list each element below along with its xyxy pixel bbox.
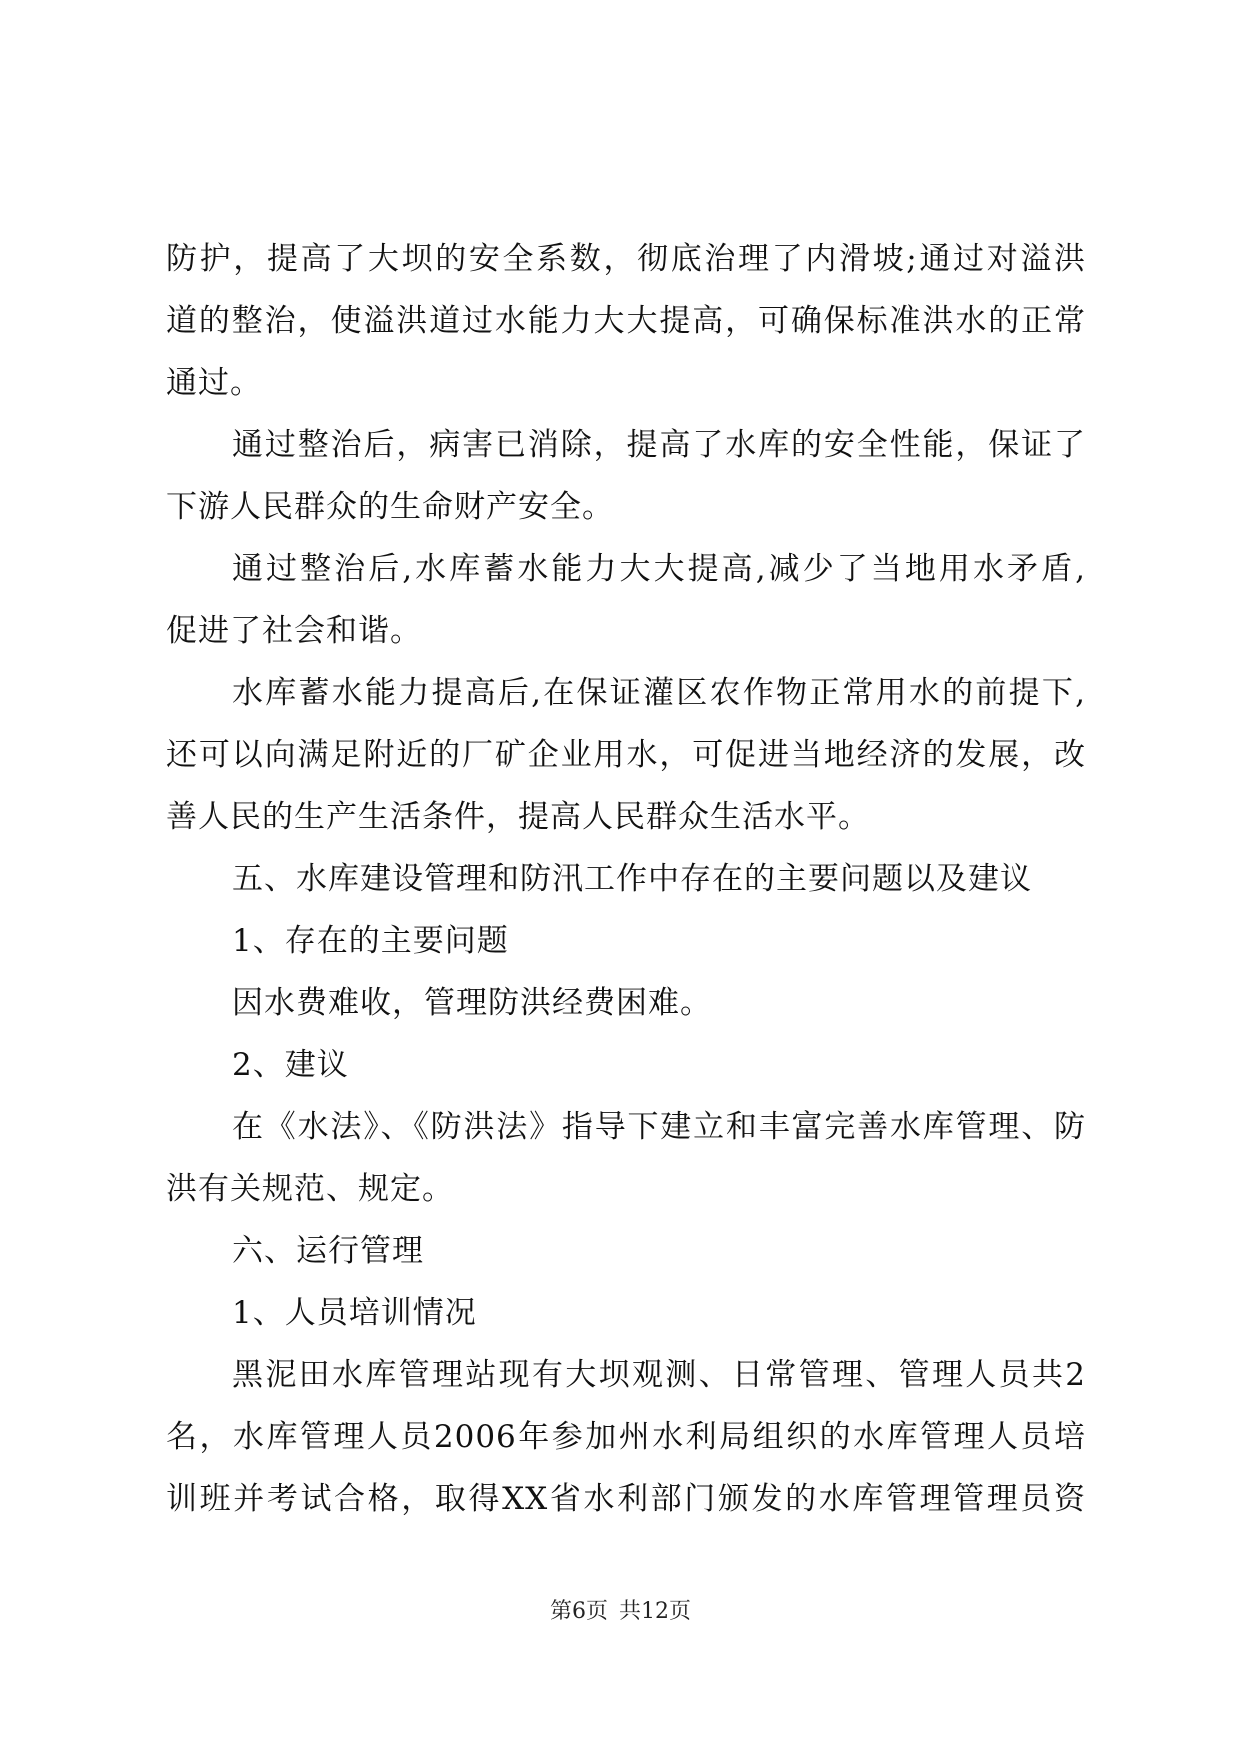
text-line: 促进了社会和谐。 (166, 613, 422, 649)
text-line: 在《水法》、《防洪法》指导下建立和丰富完善水库管理、防 (232, 1109, 1086, 1145)
text-line: 防护，提高了大坝的安全系数，彻底治理了内滑坡;通过对溢洪 (166, 241, 1086, 277)
text-line: 训班并考试合格，取得XX省水利部门颁发的水库管理管理员资 (166, 1481, 1086, 1517)
text-line: 水库蓄水能力提高后,在保证灌区农作物正常用水的前提下, (232, 675, 1086, 711)
text-line: 道的整治，使溢洪道过水能力大大提高，可确保标准洪水的正常 (166, 303, 1086, 339)
page-total: 共12页 (619, 1599, 691, 1624)
text-line: 洪有关规范、规定。 (166, 1171, 454, 1207)
subsection-heading: 1、人员培训情况 (232, 1295, 477, 1331)
section-heading: 六、运行管理 (232, 1233, 424, 1269)
text-line: 下游人民群众的生命财产安全。 (166, 489, 614, 525)
text-line: 通过。 (166, 365, 262, 401)
text-line: 名，水库管理人员2006年参加州水利局组织的水库管理人员培 (166, 1419, 1086, 1455)
text-line: 善人民的生产生活条件，提高人民群众生活水平。 (166, 799, 870, 835)
page-number: 第6页 (550, 1599, 608, 1624)
subsection-heading: 2、建议 (232, 1047, 349, 1083)
text-line: 通过整治后,水库蓄水能力大大提高,减少了当地用水矛盾, (232, 551, 1086, 587)
section-heading: 五、水库建设管理和防汛工作中存在的主要问题以及建议 (232, 861, 1032, 897)
text-line: 通过整治后，病害已消除，提高了水库的安全性能，保证了 (232, 427, 1086, 463)
text-line: 因水费难收，管理防洪经费困难。 (232, 985, 712, 1021)
text-line: 还可以向满足附近的厂矿企业用水，可促进当地经济的发展，改 (166, 737, 1086, 773)
text-line: 黑泥田水库管理站现有大坝观测、日常管理、管理人员共2 (232, 1357, 1086, 1393)
subsection-heading: 1、存在的主要问题 (232, 923, 509, 959)
document-body (166, 228, 1086, 1530)
page-footer (0, 1598, 1241, 1626)
